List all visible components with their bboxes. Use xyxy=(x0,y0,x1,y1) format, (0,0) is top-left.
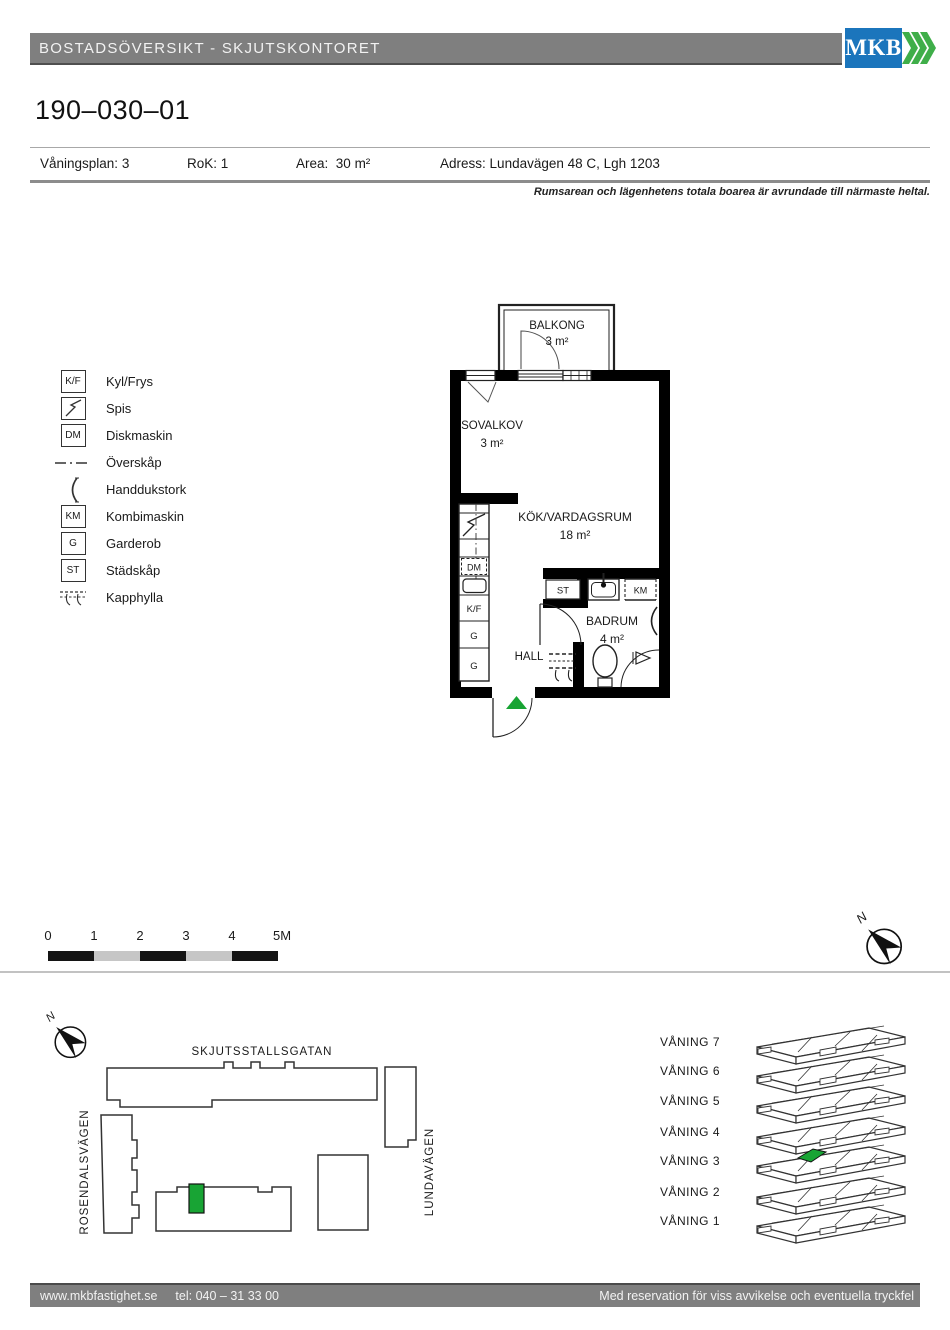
floor-label-1: VÅNING 1 xyxy=(660,1214,721,1228)
buildings xyxy=(101,1062,416,1233)
hall-label: HALL xyxy=(514,651,544,663)
sovalkov-label: SOVALKOV xyxy=(461,420,523,432)
g-label: G xyxy=(470,631,478,642)
sovalkov-area: 3 m² xyxy=(480,438,504,450)
legend-label: Städskåp xyxy=(106,563,161,578)
legend-label: Kapphylla xyxy=(106,590,164,605)
windows xyxy=(466,371,591,403)
scale-bar xyxy=(40,928,300,968)
legend-row-overskap xyxy=(50,449,186,476)
section-divider xyxy=(0,971,950,973)
vaningsplan-value: 3 xyxy=(121,156,130,171)
legend-row-stadskap xyxy=(50,557,186,584)
map-north-compass-icon xyxy=(44,1010,86,1059)
bathroom-door-swing xyxy=(621,650,659,687)
scale-tick: 5M xyxy=(272,928,292,943)
balkong-label: BALKONG xyxy=(529,320,585,332)
legend-label: Garderob xyxy=(106,536,161,551)
rounding-note: Rumsarean och lägenhetens totala boarea är avrundade till närmaste heltal. xyxy=(533,186,930,198)
kitchen-cabinets xyxy=(459,504,489,681)
g-label: G xyxy=(470,661,478,672)
legend-row-garderob xyxy=(50,530,186,557)
footer-bar xyxy=(30,1283,920,1307)
building-southeast xyxy=(318,1155,368,1230)
north-compass-icon xyxy=(850,908,914,972)
legend-label: Handdukstork xyxy=(106,482,187,497)
floor-slab-4 xyxy=(757,1116,905,1154)
cleaning-closet-icon: ST xyxy=(61,559,86,582)
balkong-area: 3 m² xyxy=(545,336,569,348)
floor-slab-5 xyxy=(757,1085,905,1123)
floor-label-7: VÅNING 7 xyxy=(660,1035,721,1049)
street-label-top: SKJUTSSTALLSGATAN xyxy=(191,1046,333,1058)
dm-label: DM xyxy=(467,562,481,573)
toilet xyxy=(593,645,617,677)
floor-labels xyxy=(660,1034,720,1228)
floor-slab-3 xyxy=(757,1145,905,1183)
legend-label: Överskåp xyxy=(106,455,162,470)
scale-tick: 2 xyxy=(136,928,144,943)
scale-tick: 4 xyxy=(228,928,236,943)
address xyxy=(440,156,660,171)
apartment-id: 190–030–01 xyxy=(35,95,191,125)
street-label-right: LUNDAVÄGEN xyxy=(424,1127,436,1217)
north-label: N xyxy=(853,908,870,927)
legend-label: Kombimaskin xyxy=(106,509,185,524)
wall-cabinet-icon xyxy=(50,458,96,468)
floor-label-6: VÅNING 6 xyxy=(660,1064,721,1078)
towel-rail-icon xyxy=(50,477,96,503)
footer-disclaimer: Med reservation för viss avvikelse och eventuella tryckfel xyxy=(599,1289,914,1303)
vaningsplan xyxy=(40,156,129,171)
building-center xyxy=(156,1187,291,1231)
wardrobe-icon: G xyxy=(61,532,86,555)
kok-area: 18 m² xyxy=(559,528,591,542)
building-east xyxy=(385,1067,416,1147)
fridge-freezer-icon: K/F xyxy=(61,370,86,393)
floor-label-2: VÅNING 2 xyxy=(660,1185,721,1199)
legend-row-handdukstork xyxy=(50,476,186,503)
footer-website: www.mkbfastighet.se xyxy=(40,1289,158,1303)
st-label: ST xyxy=(556,585,570,597)
badrum-area: 4 m² xyxy=(600,632,624,646)
legend-row-spis xyxy=(50,395,186,422)
info-bar xyxy=(30,147,930,183)
scale-bar-segments xyxy=(48,951,278,961)
floor-label-4: VÅNING 4 xyxy=(660,1125,721,1139)
header-title: BOSTADSÖVERSIKT - SKJUTSKONTORET xyxy=(39,39,381,57)
apartment-location-marker xyxy=(189,1184,204,1213)
entrance-marker xyxy=(506,696,527,709)
badrum-label: BADRUM xyxy=(585,614,639,628)
dishwasher-icon: DM xyxy=(61,424,86,447)
scale-tick: 3 xyxy=(182,928,190,943)
street-label-left: ROSENDALSVÄGEN xyxy=(79,1109,91,1235)
legend-row-kylfrys xyxy=(50,368,186,395)
floor-label-3: VÅNING 3 xyxy=(660,1154,721,1168)
symbol-legend xyxy=(50,368,186,611)
north-label: N xyxy=(43,1010,58,1025)
scale-tick: 0 xyxy=(44,928,52,943)
kok-label: KÖK/VARDAGSRUM xyxy=(518,510,632,524)
scale-tick: 1 xyxy=(90,928,98,943)
towel-rail xyxy=(652,607,658,635)
mkb-logo xyxy=(845,28,938,68)
building-west xyxy=(101,1115,139,1233)
rok xyxy=(187,156,228,171)
rok-label: RoK: xyxy=(187,156,218,171)
legend-label: Kyl/Frys xyxy=(106,374,153,389)
kf-label: K/F xyxy=(466,604,482,615)
site-map xyxy=(30,1000,450,1265)
coat-rack-icon xyxy=(50,588,96,608)
bathroom-fixtures xyxy=(585,573,659,687)
legend-row-diskmaskin xyxy=(50,422,186,449)
address-label: Adress: xyxy=(440,156,486,171)
area-label: Area: xyxy=(296,156,329,171)
floor-slab-1 xyxy=(757,1205,905,1243)
legend-label: Spis xyxy=(106,401,132,416)
washer-dryer-icon: KM xyxy=(61,505,86,528)
kitchen-sink xyxy=(463,579,486,593)
coat-rack xyxy=(555,670,559,681)
address-value: Lundavägen 48 C, Lgh 1203 xyxy=(489,156,660,171)
legend-row-kombimaskin xyxy=(50,503,186,530)
floor-slab-2 xyxy=(757,1176,905,1214)
header-bar xyxy=(30,33,842,65)
mkb-logo-text: MKB xyxy=(845,28,902,68)
vaningsplan-label: Våningsplan: xyxy=(40,156,119,171)
floor-plan xyxy=(430,290,720,770)
hall-door-swing xyxy=(540,604,581,645)
legend-row-kapphylla xyxy=(50,584,186,611)
mkb-logo-chevrons-icon xyxy=(902,28,938,68)
hall-elements xyxy=(493,604,581,737)
area xyxy=(296,156,370,171)
floor-slab-6 xyxy=(757,1055,905,1093)
legend-label: Diskmaskin xyxy=(106,428,173,443)
floor-label-5: VÅNING 5 xyxy=(660,1094,721,1108)
window-opening-lines xyxy=(468,382,496,402)
building-north xyxy=(107,1062,377,1107)
rok-value: 1 xyxy=(220,156,229,171)
floor-selector xyxy=(650,1025,940,1265)
floor-slab-7 xyxy=(757,1026,905,1064)
stove-icon xyxy=(61,397,86,420)
km-label: KM xyxy=(633,585,648,596)
footer-phone: tel: 040 – 31 33 00 xyxy=(175,1289,279,1303)
area-value: 30 m² xyxy=(335,156,371,171)
